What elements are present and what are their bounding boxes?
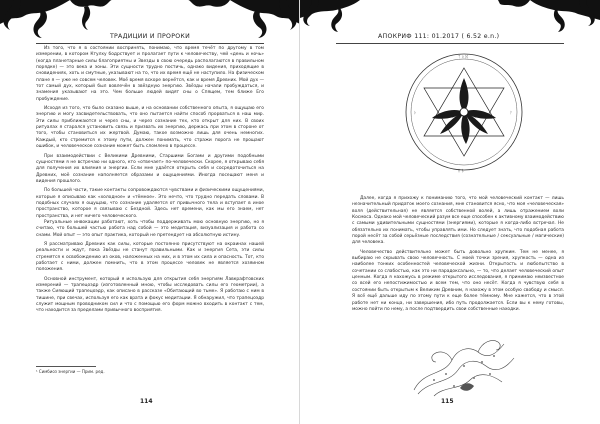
right-body-text (352, 196, 564, 313)
header-rule-left (36, 43, 264, 44)
occult-sigil-illustration (400, 48, 528, 176)
footnote: ¹ Симбиоз энергии — Прим. ред. (36, 369, 105, 374)
running-head-right: АПОКРИФ 111: 01.2017 ( 6.52 e.n.) (378, 33, 500, 40)
svg-text:ᛗ ᛒ: ᛗ ᛒ (458, 168, 465, 173)
header-rule-right (336, 43, 564, 44)
left-paragraph-6: Я рассматриваю Древних как силы, которые постоянно присутствуют на окраинах нашей реальности и ждут, пока Звёзды не станут правильными. Как и энергия Сета, эти силы стремятся к освобождению из оков, наложенных на них, и в этом их сила и опасность. Тот, кто работает с ними, должен помнить, что в этом процессе человек не является хозяином положения. (36, 241, 264, 273)
right-paragraph-1: Далее, когда я прихожу к пониманию того, что мой человеческий контакт — лишь незначительный придаток моего сознания, мне становится ясно, что моя «человеческая» воля (действительная) не является собственной волей, а лишь отражением воли Космоса. Однако мой человеческий разум все еще способен к активному взаимодействию с самыми удивительными сущностями (энергиями), которые я когда-либо встречал. Не обязательно их понимать, чтобы управлять ими. Но следует знать, что подобная работа порой несёт за собой серьёзные последствия (сознательные / сексуальные / магические) для человека. (352, 196, 565, 246)
left-paragraph-4: По большей части, такие контакты сопровождаются чувствами и физическими ощущениями, которые я описываю как «холодное» и «тёмное». Это нечто, что трудно передать словами. В подобных случаях я ощущаю, что сознание удаляется от привычного тела и вступает в иное пространство, которое я связываю с Бездной. Здесь нет времени, как мы его знаем, нет пространства, и нет ничего человеческого. (36, 188, 264, 219)
running-head-left: ТРАДИЦИИ И ПРОРОКИ (109, 33, 191, 40)
left-paragraph-7: Основной инструмент, который я использую для открытия себя энергиям Лавкрафтовских измерений — трапецоэдр (изготовленный мною, чтобы исследовать силы его геометрии), а также Сияющий трапецоэдр, как описано в рассказе «Обитающий во тьме». Я работаю с ним в тишине, при свечах, используя его как врата и фокус медитации. Я обнаружил, что трапецоэдр служит мощным проводником сил и что с помощью его форм можно входить в контакт с тем, что находится за пределами привычного восприятия. (36, 276, 264, 314)
svg-text:ᚨ: ᚨ (510, 110, 513, 115)
right-paragraph-2: Человечество действительно может быть довольно хрупким. Тем не менее, я выбираю не скрывать свою человечность. С моей точки зрения, хрупкость — одна из наиболее тонких особенностей человеческой жизни. Открытость и любопытство в сочетании со слабостью, как это ни парадоксально, — то, что делает человеческий опыт ценным. Когда я нахожусь в режиме открытого исследования, я принимаю неизвестное со всей его непостижимостью и всем тем, что оно несёт. Когда я чувствую себя в состоянии быть открытым к Великим Древним, я нахожу в этом особую свободу и смысл. Я всё ещё дальше иду по этому пути к еще более тёмному. Мне кажется, что в этой работе нет ни конца, ни завершения, ибо путь продолжается. Если вы к нему готовы, можно пойти по нему, а после подтвердить свои собственные находки. (352, 249, 564, 312)
svg-text:ᛉ ᛟ ᛞ: ᛉ ᛟ ᛞ (458, 54, 468, 59)
left-paragraph-5: Ритуальные инвокации работают, хоть чтобы поддерживать мою основную энергию, но я считаю, что большей частью работа над собой — это медитация, визуализация и работа со снами. Мой опыт — это опыт практика, который не претендует на абсолютную истину. (36, 219, 264, 238)
svg-text:ᚦ: ᚦ (414, 110, 417, 115)
tentacle-ornament-top-right-icon (300, 0, 600, 34)
footnote-rule (36, 366, 96, 367)
left-paragraph-3: При взаимодействии с Великими Древними, Старшими Богами и другими подобными сущностями я не встречаю ни одного, кто «отвечает» по-человечески. Скорее, я открываю себя для получения их влияния и энергии. Если мне удаётся открыть себя и сосредоточиться на Древних, моё сознание наполняется образами и ощущениями. Иногда посещают меня и видения прошлого. (36, 153, 264, 184)
page-number-right: 115 (441, 398, 454, 405)
page-number-left: 114 (140, 398, 153, 405)
tentacle-illustration (404, 330, 524, 400)
left-paragraph-1: Из того, что я в состоянии воспринять, понимаю, что время течёт по другому в том измерении, в котором Ктулху бодрствует и пролагает пути к человечеству, чей «день и ночь» (когда планетарные силы благоприятны и Звезды в свою очередь располагаются в правильном порядке) — это века и эоны. Эти сущности трудно постичь, однако видения, приходящие в сновидениях, хоть и смутные, указывают на то, что их время ещё не наступило. На физическом плане я — уже не совсем человек. Моё время вскоре вернётся, как и время Древних. Мой дух — тот самый дух, который был вовлечён в звёздную энергию. Звёзды начали пробуждаться, и знамения указывают на это. Чем больше людей видят сны о Спящем, тем ближе Его пробуждение. (36, 46, 264, 102)
right-page (300, 0, 600, 424)
left-paragraph-2: Исходя из того, что было сказано выше, и на основании собственного опыта, я ощущаю его энергию и могу засвидетельствовать, что оно пытается найти способ прорваться в наш мир. Эти силы приближаются и через сны, и через сознание тех, кто открыт для них. В своих ритуалах я старался установить связь и призвать их энергию, держась при этом в стороне от того, чтобы становиться их жертвой. Думаю, такое возможно лишь для очень немногих. Каждый, кто стремится к этому пути, должен понимать, что стражи порога не прощают ошибок, и человеческое сознание может быть сломлено в процессе. (36, 106, 264, 150)
left-body-text (36, 46, 264, 315)
